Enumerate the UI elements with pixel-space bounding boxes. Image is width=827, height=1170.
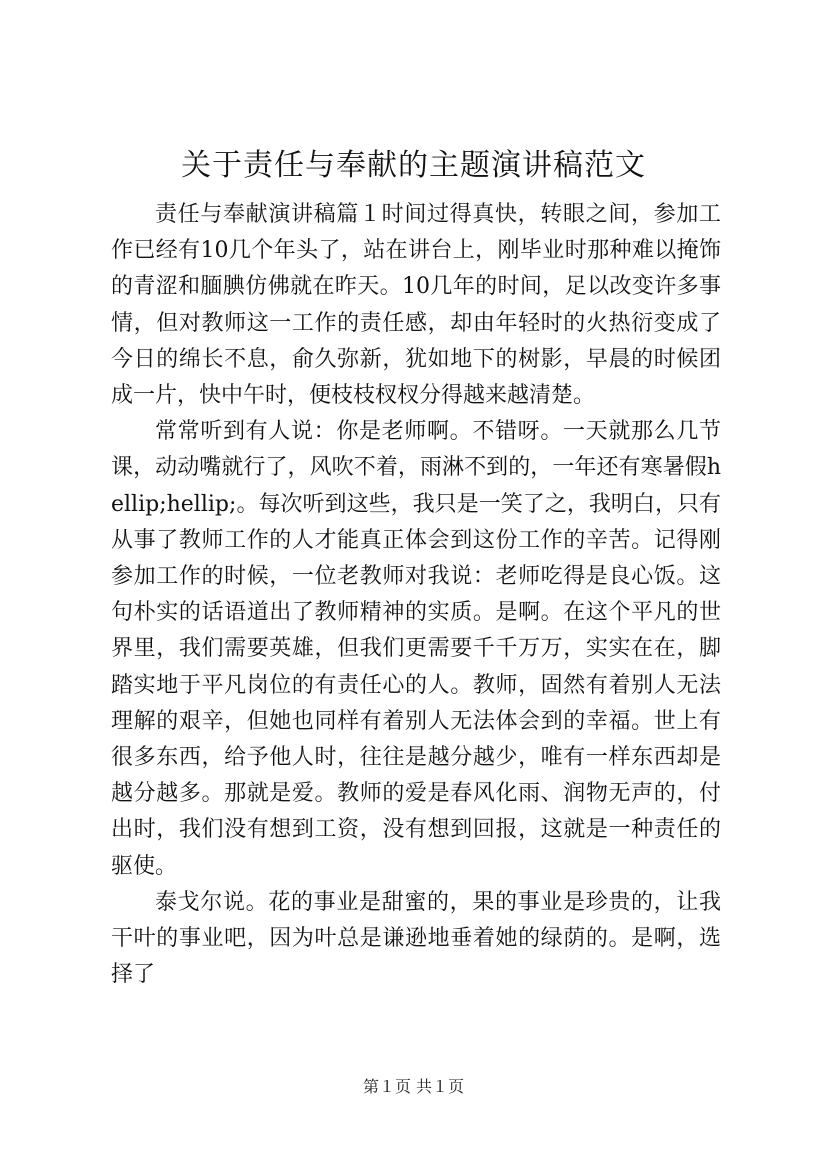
paragraph-1: 责任与奉献演讲稿篇１时间过得真快，转眼之间，参加工作已经有10几个年头了，站在讲台上，刚毕业时那种难以掩饰的青涩和腼腆仿佛就在昨天。10几年的时间，足以改变许多事情，但对教师这一工作的责任感，却由年轻时的火热衍变成了今日的绵长不息，俞久弥新，犹如地下的树影，早晨的时候团成一片，快中午时，便枝枝杈杈分得越来越清楚。 — [111, 202, 721, 409]
paragraph-3: 泰戈尔说。花的事业是甜蜜的，果的事业是珍贵的，让我干叶的事业吧，因为叶总是谦逊地垂着她的绿荫的。是啊，选择了 — [111, 889, 721, 988]
document-body — [111, 197, 721, 993]
paragraph-2: 常常听到有人说：你是老师啊。不错呀。一天就那么几节课，动动嘴就行了，风吹不着，雨淋不到的，一年还有寒暑假hellip;hellip;。每次听到这些，我只是一笑了之，我明白，只有从事了教师工作的人才能真正体会到这份工作的辛苦。记得刚参加工作的时候，一位老教师对我说：老师吃得是良心饭。这句朴实的话语道出了教师精神的实质。是啊。在这个平凡的世界里，我们需要英雄，但我们更需要千千万万，实实在在，脚踏实地于平凡岗位的有责任心的人。教师，固然有着别人无法理解的艰辛，但她也同样有着别人无法体会到的幸福。世上有很多东西，给予他人时，往往是越分越少，唯有一样东西却是越分越多。那就是爱。教师的爱是春风化雨、润物无声的，付出时，我们没有想到工资，没有想到回报，这就是一种责任的驱使。 — [111, 419, 721, 879]
document-title: 关于责任与奉献的主题演讲稿范文 — [181, 148, 646, 183]
page-footer: 第１页 共１页 — [362, 1077, 465, 1096]
